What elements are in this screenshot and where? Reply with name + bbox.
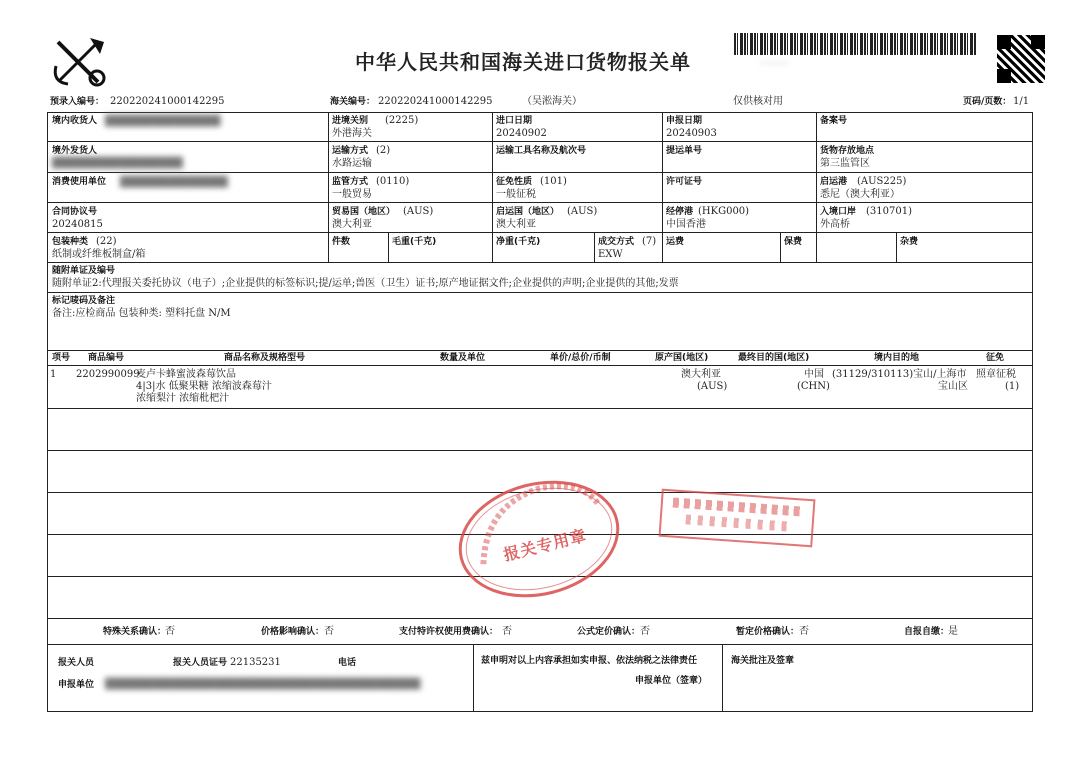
formula-price-value: 否 — [640, 626, 650, 637]
origin-country-code: (AUS) — [567, 206, 598, 217]
net-weight-label: 净重(千克) — [496, 237, 541, 247]
declaring-unit-label: 申报单位 — [58, 680, 95, 690]
entry-port-label: 进境关别 — [332, 116, 369, 126]
departure-port-code: (AUS225) — [857, 176, 907, 187]
col-quantity: 数量及单位 — [440, 353, 486, 363]
origin-country-value: 澳大利亚 — [496, 219, 536, 230]
departure-port-label: 启运港 — [820, 177, 848, 187]
entry-port-of-entry-label: 入境口岸 — [820, 207, 857, 217]
declare-date-value: 20240903 — [666, 128, 717, 139]
gross-weight-label: 毛重(千克) — [392, 237, 437, 247]
supervision-value: 一般贸易 — [332, 189, 372, 200]
col-price: 单价/总价/币制 — [550, 353, 611, 363]
item-domestic-dest-line1: (31129/310113)宝山/上海市 — [832, 369, 967, 380]
royalty-label: 支付特许权使用费确认： — [399, 627, 499, 637]
freight-label: 运费 — [666, 237, 685, 247]
customs-approval-label: 海关批注及签章 — [731, 656, 795, 666]
import-date-label: 进口日期 — [496, 116, 533, 126]
transit-port-label: 经停港 — [666, 207, 694, 217]
item-name-line3: 浓缩梨汁 浓缩枇杷汁 — [136, 393, 230, 404]
package-type-code: (22) — [96, 236, 117, 247]
col-origin-country: 原产国(地区) — [655, 353, 709, 363]
transport-label: 运输方式 — [332, 146, 369, 156]
package-type-value: 纸制或纤维板制盒/箱 — [52, 249, 146, 260]
transit-port-code: (HKG000) — [698, 206, 750, 217]
license-label: 许可证号 — [666, 177, 703, 187]
remarks-value: 备注:应检商品 包装种类: 塑料托盘 N/M — [52, 308, 231, 319]
item-no: 1 — [50, 369, 57, 380]
levy-nature-value: 一般征税 — [496, 189, 536, 200]
declaring-unit-value: █████████████████████████████████████████ — [105, 679, 421, 690]
stamp-center-text: 报关专用章 — [501, 525, 589, 565]
entry-port-code: (2225) — [385, 115, 419, 126]
departure-port-value: 悉尼（澳大利亚） — [820, 189, 900, 200]
item-final-dest-code: (CHN) — [797, 381, 830, 392]
supervision-label: 监管方式 — [332, 177, 369, 187]
entry-port-of-entry-code: (310701) — [866, 206, 912, 217]
declarant-label: 报关人员 — [58, 658, 95, 668]
consignee-label: 境内收货人 — [52, 116, 98, 126]
royalty-value: 否 — [502, 626, 512, 637]
item-name-line1: 麦卢卡蜂蜜波森莓饮品 — [136, 369, 236, 380]
deal-mode-value: EXW — [598, 249, 623, 260]
customs-number: 220220241000142295 — [378, 96, 493, 107]
formula-price-label: 公式定价确认： — [577, 627, 641, 637]
item-domestic-dest-line2: 宝山区 — [938, 381, 968, 392]
deal-mode-code: (7) — [642, 236, 657, 247]
page-number: 1/1 — [1013, 96, 1030, 107]
trade-country-value: 澳大利亚 — [332, 219, 372, 230]
vessel-label: 运输工具名称及航次号 — [496, 146, 587, 156]
customs-number-label: 海关编号： — [330, 97, 376, 107]
col-commodity-name: 商品名称及规格型号 — [224, 353, 306, 363]
shipper-value: █████████████████ — [52, 158, 183, 169]
col-item-no: 项号 — [52, 353, 71, 363]
declare-date-label: 申报日期 — [666, 116, 703, 126]
barcode — [734, 33, 976, 55]
levy-nature-code: (101) — [540, 176, 567, 187]
record-no-label: 备案号 — [820, 116, 848, 126]
col-final-destination: 最终目的国(地区) — [738, 353, 810, 363]
customs-office: （吴淞海关） — [522, 96, 582, 107]
transport-value: 水路运输 — [332, 158, 372, 169]
insurance-label: 保费 — [784, 237, 803, 247]
item-levy: 照章征税 — [976, 369, 1016, 380]
storage-value: 第三监管区 — [820, 158, 870, 169]
attached-docs-value: 随附单证2:代理报关委托协议（电子）;企业提供的标签标识;提/运单;兽医（卫生）证书;原产地证据文件;企业提供的声明;企业提供的其他;发票 — [52, 278, 679, 289]
barcode-number: ·········· — [760, 59, 789, 69]
shipper-label: 境外发货人 — [52, 146, 98, 156]
declarant-cert-value: 22135231 — [230, 657, 281, 668]
item-origin-code: (AUS) — [697, 381, 728, 392]
item-final-dest: 中国 — [804, 369, 824, 380]
misc-fee-label: 杂费 — [900, 237, 919, 247]
legal-statement: 兹申明对以上内容承担如实申报、依法纳税之法律责任 — [481, 656, 698, 666]
customs-emblem-icon — [50, 36, 108, 88]
special-relation-label: 特殊关系确认： — [103, 627, 167, 637]
provisional-price-label: 暂定价格确认： — [736, 627, 800, 637]
document-title: 中华人民共和国海关进口货物报关单 — [355, 50, 691, 74]
self-declare-value: 是 — [948, 626, 958, 637]
contract-value: 20240815 — [52, 219, 103, 230]
transport-code: (2) — [376, 145, 391, 156]
consumer-value: ██████████████ — [120, 177, 228, 188]
pieces-label: 件数 — [332, 237, 351, 247]
consignee-value: ███████████████ — [105, 116, 221, 127]
pre-entry-label: 预录入编号： — [50, 97, 105, 107]
consumer-label: 消费使用单位 — [52, 177, 107, 187]
pre-entry-number: 220220241000142295 — [110, 96, 225, 107]
trade-country-code: (AUS) — [403, 206, 434, 217]
phone-label: 电话 — [338, 658, 357, 668]
special-relation-value: 否 — [165, 626, 175, 637]
import-date-value: 20240902 — [496, 128, 547, 139]
item-code: 2202990099 — [76, 369, 140, 380]
qr-code-icon — [997, 35, 1045, 83]
attached-docs-label: 随附单证及编号 — [52, 266, 116, 276]
declaring-unit-seal-label: 申报单位（签章） — [635, 676, 708, 686]
storage-label: 货物存放地点 — [820, 146, 875, 156]
remarks-label: 标记唛码及备注 — [52, 296, 116, 306]
item-origin: 澳大利亚 — [681, 369, 721, 380]
col-levy: 征免 — [986, 353, 1005, 363]
declarant-cert-label: 报关人员证号 — [173, 658, 228, 668]
package-type-label: 包装种类 — [52, 237, 89, 247]
col-domestic-destination: 境内目的地 — [874, 353, 920, 363]
col-commodity-code: 商品编号 — [88, 353, 125, 363]
transit-port-value: 中国香港 — [666, 219, 706, 230]
bill-no-label: 提运单号 — [666, 146, 703, 156]
item-name-line2: 4|3|水 低聚果糖 浓缩波森莓汁 — [136, 381, 272, 392]
verify-only-note: 仅供核对用 — [733, 96, 783, 107]
self-declare-label: 自报自缴： — [904, 627, 950, 637]
item-levy-code: (1) — [1005, 381, 1020, 392]
entry-port-value: 外港海关 — [332, 128, 372, 139]
deal-mode-label: 成交方式 — [598, 237, 635, 247]
page-label: 页码/页数： — [963, 97, 1012, 107]
price-impact-label: 价格影响确认： — [261, 627, 325, 637]
contract-label: 合同协议号 — [52, 207, 98, 217]
levy-nature-label: 征免性质 — [496, 177, 533, 187]
provisional-price-value: 否 — [799, 626, 809, 637]
supervision-code: (0110) — [376, 176, 410, 187]
price-impact-value: 否 — [324, 626, 334, 637]
entry-port-of-entry-value: 外高桥 — [820, 219, 850, 230]
trade-country-label: 贸易国（地区） — [332, 207, 396, 217]
origin-country-label: 启运国（地区） — [496, 207, 560, 217]
